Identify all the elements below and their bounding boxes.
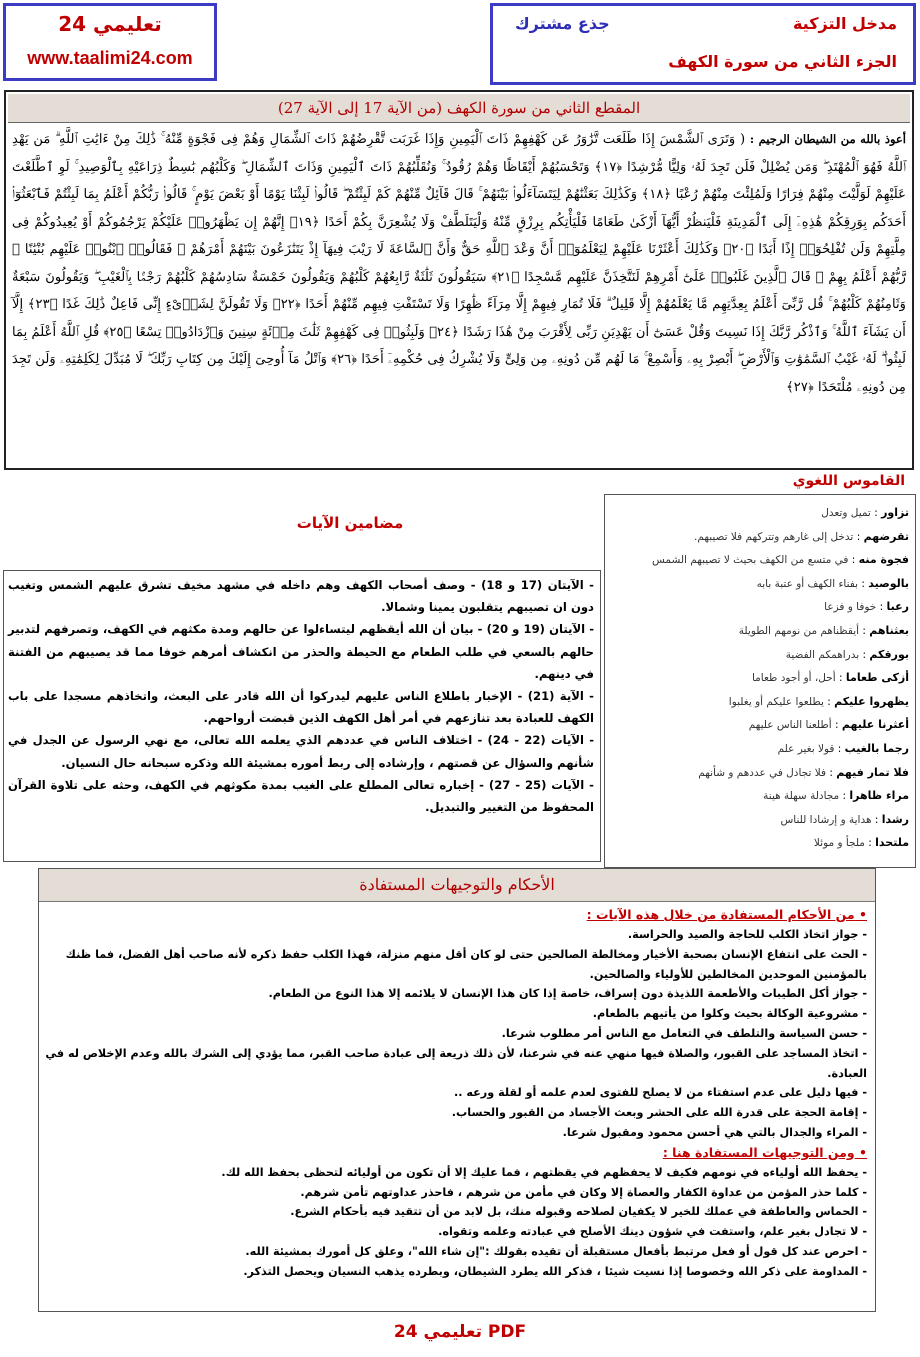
ruling-item: - يحفظ الله أولياءه في نومهم فكيف لا يحفظهم في يقظتهم ، فما عليك إلا أن تكون من أوليائه لتحظى بحفظ الله لك.	[221, 1165, 867, 1179]
lexicon-item: تقرضهم : تدخل إلى غارهم وتتركهم فلا تصيبهم.	[694, 529, 909, 543]
bullet-icon: •	[854, 1144, 867, 1160]
lesson-name: الجزء الثاني من سورة الكهف	[668, 52, 897, 71]
rulings-section-title	[45, 905, 867, 925]
lexicon-item: رعبا : خوفا و فزعا	[824, 600, 909, 614]
rulings-section-label: من الأحكام المستفادة من خلال هذه الآيات :	[586, 907, 855, 922]
lexicon-item: فلا تمار فيهم : فلا تجادل في عددهم و شأنهم	[698, 765, 909, 779]
ruling-item: - كلما حذر المؤمن من عداوة الكفار والعصاة إلا وكان في مأمن من شرهم ، فاحذر عداوتهم تأمن شرهم.	[300, 1185, 867, 1199]
lexicon-definition: بدراهمكم الفضية	[785, 648, 860, 661]
ruling-item: - فيها دليل على عدم استفتاء من لا يصلح للفتوى لعدم علمه أو لقلة ورعه ..	[453, 1086, 867, 1100]
lexicon-box	[604, 494, 916, 868]
lexicon-word: أعثرنا عليهم	[841, 718, 909, 732]
lexicon-word: رشدا	[881, 812, 909, 826]
ruling-item: - حسن السياسة والتلطف في التعامل مع الناس أمر مطلوب شرعا.	[501, 1026, 867, 1040]
rulings-section-title	[45, 1143, 867, 1163]
lexicon-definition: هداية و إرشادا للناس	[780, 813, 872, 826]
lexicon-item: رشدا : هداية و إرشادا للناس	[780, 812, 909, 826]
lexicon-definition: أطلعنا الناس عليهم	[748, 719, 832, 732]
lexicon-item: تزاور : تميل وتعدل	[821, 506, 909, 519]
ruling-item: - الحماس والعاطفة في عملك للخير لا يكفيان لصلاحه وقبوله منك، بل لابد من أن تتقيد فيه بأحكام الشرع.	[290, 1205, 867, 1219]
lexicon-definition: مجادلة سهلة هينة	[763, 790, 840, 803]
lexicon-definition: تدخل إلى غارهم وتتركهم فلا تصيبهم.	[694, 530, 854, 543]
quran-heading: المقطع الثاني من سورة الكهف (من الآية 17 إلى الآية 27)	[8, 94, 910, 123]
lexicon-item: يظهروا عليكم : يطلعوا عليكم أو يغلبوا	[728, 694, 909, 708]
footer-label: تعليمي 24 PDF	[393, 1322, 527, 1342]
lexicon-item: رجما بالغيب : قولا بغير علم	[777, 741, 909, 755]
lexicon-item: ملتحدا : ملجأ و موئلا	[813, 836, 909, 850]
lesson-strand: مدخل التزكية	[792, 14, 897, 33]
themes-title: مضامين الآيات	[296, 514, 404, 532]
lexicon-item: مراء ظاهرا : مجادلة سهلة هينة	[763, 789, 909, 803]
lexicon-item: بعثناهم : أيقظناهم من نومهم الطويلة	[738, 623, 909, 637]
lexicon-definition: فلا تجادل في عددهم و شأنهم	[698, 766, 827, 779]
lexicon-item: بورقكم : بدراهمكم الفضية	[785, 647, 909, 661]
lexicon-word: يظهروا عليكم	[834, 694, 909, 708]
lexicon-item: بالوصيد : بفناء الكهف أو عتبة بابه	[756, 576, 909, 590]
lexicon-item: أعثرنا عليهم : أطلعنا الناس عليهم	[748, 718, 909, 732]
lexicon-definition: أيقظناهم من نومهم الطويلة	[738, 624, 860, 637]
ruling-item: - الحث على انتفاع الإنسان بصحبة الأخيار ومخالطة الصالحين حتى لو كان أقل منهم منزلة، فهذا الكلب حفظ ذكره لأنه صاحب أهل الفضل، فما ظنك بالمؤمنين الموحدين المخالطين للأولياء والصالحين.	[65, 947, 867, 981]
lexicon-list	[611, 501, 909, 855]
lexicon-word: مراء ظاهرا	[849, 789, 909, 803]
brand-box	[3, 3, 217, 81]
theme-item: - الآيتان (19 و 20) - بيان أن الله أيقظهم ليتساءلوا عن حالهم ومدة مكثهم في الكهف، وتصرفهم لتدبير حالهم بالسعي في طلب الطعام مع الحيطة والحذر من انكشاف أمرهم خوفا مما قد يصيبهم من الفتنة في دينهم.	[8, 622, 594, 681]
lexicon-word: أزكى طعاما	[845, 671, 909, 685]
lexicon-word: بالوصيد	[868, 576, 909, 590]
theme-item: - الآية (21) - الإخبار باطلاع الناس عليهم ليدركوا أن الله قادر على البعث، واتخاذهم مسجدا على باب الكهف للعبادة بعد تنازعهم في أمر أهل الكهف الذين قبضت أرواحهم.	[8, 689, 594, 726]
themes-list	[8, 574, 594, 818]
lexicon-word: تقرضهم	[863, 529, 909, 543]
lesson-box	[490, 3, 916, 85]
rulings-list	[45, 925, 867, 1143]
lexicon-word: رجما بالغيب	[844, 741, 909, 755]
rulings-section-label: ومن التوجيهات المستفادة هنا :	[662, 1144, 855, 1160]
lexicon-definition: في متسع من الكهف بحيث لا تصيبهم الشمس	[652, 554, 849, 567]
istiadha: أعوذ بالله من الشيطان الرجيم :	[749, 132, 906, 146]
rulings-box	[38, 868, 876, 1312]
ruling-item: - لا تجادل بغير علم، واستفت في شؤون دينك الأصلح في عبادته وعلمه وتقواه.	[438, 1225, 867, 1239]
lesson-level: جذع مشترك	[515, 14, 610, 33]
brand-url[interactable]: www.taalimi24.com	[27, 48, 193, 68]
lexicon-word: فلا تمار فيهم	[836, 765, 909, 779]
themes-box	[3, 570, 601, 862]
brand-title: تعليمي 24	[58, 12, 162, 36]
quran-text	[12, 126, 906, 401]
lexicon-word: رعبا	[886, 600, 909, 614]
lexicon-word: بورقكم	[869, 647, 909, 661]
rulings-list	[45, 1163, 867, 1282]
lexicon-title: القاموس اللغوي	[792, 473, 905, 489]
lexicon-word: تزاور	[881, 506, 909, 519]
ruling-item: - اتخاذ المساجد على القبور، والصلاة فيها منهي عنه في شرعنا، لأن ذلك ذريعة إلى عبادة صاحب القبر، مما يؤدي إلى الشرك بالله وعدم الإخلاص له في العبادة.	[45, 1046, 867, 1080]
lexicon-definition: تميل وتعدل	[821, 507, 871, 519]
lexicon-definition: قولا بغير علم	[777, 742, 835, 755]
rulings-heading: الأحكام والتوجيهات المستفادة	[39, 869, 875, 902]
ruling-item: - المداومة على ذكر الله وخصوصا إذا نسيت شيئا ، فذكر الله يطرد الشيطان، وبطرده يذهب النسيان ويحصل التذكر.	[243, 1264, 867, 1278]
lexicon-item: أزكى طعاما : أحل، أو أجود طعاما	[751, 671, 909, 685]
theme-item: - الآيات (25 - 27) - إخباره تعالى المطلع على الغيب بمدة مكوثهم في الكهف، وحثه على تلاوة القرآن المحفوظ من التغيير والتبديل.	[8, 777, 594, 815]
ruling-item: - احرص عند كل قول أو فعل مرتبط بأفعال مستقبلة أن تقيده بقولك :"إن شاء الله"، وعلق كل أمورك بمشيئة الله.	[245, 1244, 867, 1258]
ruling-item: - جواز اتخاذ الكلب للحاجة والصيد والحراسة.	[627, 928, 867, 941]
theme-item: - الآيتان (17 و 18) - وصف أصحاب الكهف وهم داخله في مشهد مخيف تشرق عليهم الشمس وتغيب دون ان تصيبهم يتقلبون يمينا وشمالا.	[8, 578, 594, 615]
theme-item: - الآيات (22 - 24) - اختلاف الناس في عددهم الذي يعلمه الله تعالى، مع نهي الرسول عن الجدل في شأنهم والسؤال عن قصتهم ، وإرشاده إلى ربط أموره بمشيئة الله وذكره سبحانه حال النسيان.	[8, 733, 595, 770]
lexicon-definition: بفناء الكهف أو عتبة بابه	[756, 577, 859, 590]
lexicon-word: فجوة منه	[858, 553, 909, 567]
lexicon-definition: ملجأ و موئلا	[813, 837, 865, 850]
lexicon-definition: يطلعوا عليكم أو يغلبوا	[728, 695, 824, 708]
lexicon-word: بعثناهم	[869, 623, 909, 637]
rulings-body	[45, 905, 867, 1282]
lexicon-definition: خوفا و فزعا	[824, 601, 877, 614]
lexicon-word: ملتحدا	[875, 836, 909, 850]
ruling-item: - إقامة الحجة على قدرة الله على الحشر وبعث الأجساد من القبور والحساب.	[451, 1106, 867, 1120]
lexicon-item: فجوة منه : في متسع من الكهف بحيث لا تصيبهم الشمس	[652, 553, 909, 567]
lexicon-definition: أحل، أو أجود طعاما	[751, 672, 836, 685]
ruling-item: - المراء والجدال بالتي هي أحسن محمود ومقبول شرعا.	[562, 1125, 867, 1139]
quran-verses: ( وَتَرَى ٱلشَّمْسَ إِذَا طَلَعَت تَّزَٰوَرُ عَن كَهْفِهِمْ ذَاتَ ٱلْيَمِينِ وَإِذَا غَرَبَت تَّقْرِضُهُمْ ذَاتَ ٱلشِّمَالِ وَهُمْ فِى فَجْوَةٍ مِّنْهُ ۚ ذَٰلِكَ مِنْ ءَايَٰتِ ٱللَّهِ ۗ مَن يَهْدِ ٱللَّهُ فَهُوَ ٱلْمُهْتَدِ ۖ وَمَن يُضْلِلْ فَلَن تَجِدَ لَهُۥ وَلِيًّا مُّرْشِدًا ﴿١٧﴾ وَتَحْسَبُهُمْ أَيْقَاظًا وَهُمْ رُقُودٌ ۚ وَنُقَلِّبُهُمْ ذَاتَ ٱلْيَمِينِ وَذَاتَ ٱلشِّمَالِ ۖ وَكَلْبُهُم بَٰسِطٌ ذِرَاعَيْهِ بِٱلْوَصِيدِ ۚ لَوِ ٱطَّلَعْتَ عَلَيْهِمْ لَوَلَّيْتَ مِنْهُمْ فِرَارًا وَلَمُلِئْتَ مِنْهُمْ رُعْبًا ﴿١٨﴾ وَكَذَٰلِكَ بَعَثْنَٰهُمْ لِيَتَسَآءَلُوا۟ بَيْنَهُمْ ۚ قَالَ قَآئِلٌ مِّنْهُمْ كَمْ لَبِثْتُمْ ۖ قَالُوا۟ لَبِثْنَا يَوْمًا أَوْ بَعْضَ يَوْمٍ ۚ قَالُوا۟ رَبُّكُمْ أَعْلَمُ بِمَا لَبِثْتُمْ فَٱبْعَثُوٓا۟ أَحَدَكُم بِوَرِقِكُمْ هَٰذِهِۦٓ إِلَى ٱلْمَدِينَةِ فَلْيَنظُرْ أَيُّهَآ أَزْكَىٰ طَعَامًا فَلْيَأْتِكُم بِرِزْقٍ مِّنْهُ وَلْيَتَلَطَّفْ وَلَا يُشْعِرَنَّ بِكُمْ أَحَدًا ﴿١٩﴾ إِنَّهُمْ إِن يَظْهَرُوا۟ عَلَيْكُمْ يَرْجُمُوكُمْ أَوْ يُعِيدُوكُمْ فِى مِلَّتِهِمْ وَلَن تُفْلِحُوٓا۟ إِذًا أَبَدًا ﴿٢٠﴾ وَكَذَٰلِكَ أَعْثَرْنَا عَلَيْهِمْ لِيَعْلَمُوٓا۟ أَنَّ وَعْدَ ٱللَّهِ حَقٌّ وَأَنَّ ٱلسَّاعَةَ لَا رَيْبَ فِيهَآ إِذْ يَتَنَٰزَعُونَ بَيْنَهُمْ أَمْرَهُمْ ۖ فَقَالُوا۟ ٱبْنُوا۟ عَلَيْهِم بُنْيَٰنًا ۖ رَّبُّهُمْ أَعْلَمُ بِهِمْ ۚ قَالَ ٱلَّذِينَ غَلَبُوا۟ عَلَىٰٓ أَمْرِهِمْ لَنَتَّخِذَنَّ عَلَيْهِم مَّسْجِدًا ﴿٢١﴾ سَيَقُولُونَ ثَلَٰثَةٌ رَّابِعُهُمْ كَلْبُهُمْ وَيَقُولُونَ خَمْسَةٌ سَادِسُهُمْ كَلْبُهُمْ رَجْمًۢا بِٱلْغَيْبِ ۖ وَيَقُولُونَ سَبْعَةٌ وَثَامِنُهُمْ كَلْبُهُمْ ۚ قُل رَّبِّىٓ أَعْلَمُ بِعِدَّتِهِم مَّا يَعْلَمُهُمْ إِلَّا قَلِيلٌ ۗ فَلَا تُمَارِ فِيهِمْ إِلَّا مِرَآءً ظَٰهِرًا وَلَا تَسْتَفْتِ فِيهِم مِّنْهُمْ أَحَدًا ﴿٢٢﴾ وَلَا تَقُولَنَّ لِشَا۟ىْءٍ إِنِّى فَاعِلٌ ذَٰلِكَ غَدًا ﴿٢٣﴾ إِلَّآ أَن يَشَآءَ ٱللَّهُ ۚ وَٱذْكُر رَّبَّكَ إِذَا نَسِيتَ وَقُلْ عَسَىٰٓ أَن يَهْدِيَنِ رَبِّى لِأَقْرَبَ مِنْ هَٰذَا رَشَدًا ﴿٢٤﴾ وَلَبِثُوا۟ فِى كَهْفِهِمْ ثَلَٰثَ مِا۟ئَةٍ سِنِينَ وَٱزْدَادُوا۟ تِسْعًا ﴿٢٥﴾ قُلِ ٱللَّهُ أَعْلَمُ بِمَا لَبِثُوا۟ ۖ لَهُۥ غَيْبُ ٱلسَّمَٰوَٰتِ وَٱلْأَرْضِ ۖ أَبْصِرْ بِهِۦ وَأَسْمِعْ ۚ مَا لَهُم مِّن دُونِهِۦ مِن وَلِىٍّ وَلَا يُشْرِكُ فِى حُكْمِهِۦٓ أَحَدًا ﴿٢٦﴾ وَٱتْلُ مَآ أُوحِىَ إِلَيْكَ مِن كِتَابِ رَبِّكَ ۖ لَا مُبَدِّلَ لِكَلِمَٰتِهِۦ وَلَن تَجِدَ مِن دُونِهِۦ مُلْتَحَدًا ﴿٢٧﴾	[12, 132, 907, 395]
bullet-icon: •	[854, 907, 867, 922]
ruling-item: - جواز أكل الطيبات والأطعمة اللذيذة دون إسراف، خاصة إذا كان هذا الإنسان لا يلائمه إلا هذا النوع من الطعام.	[268, 987, 867, 1001]
ruling-item: - مشروعية الوكالة بحيث وكلوا من يأتيهم بالطعام.	[592, 1007, 867, 1021]
quran-passage	[4, 90, 914, 470]
